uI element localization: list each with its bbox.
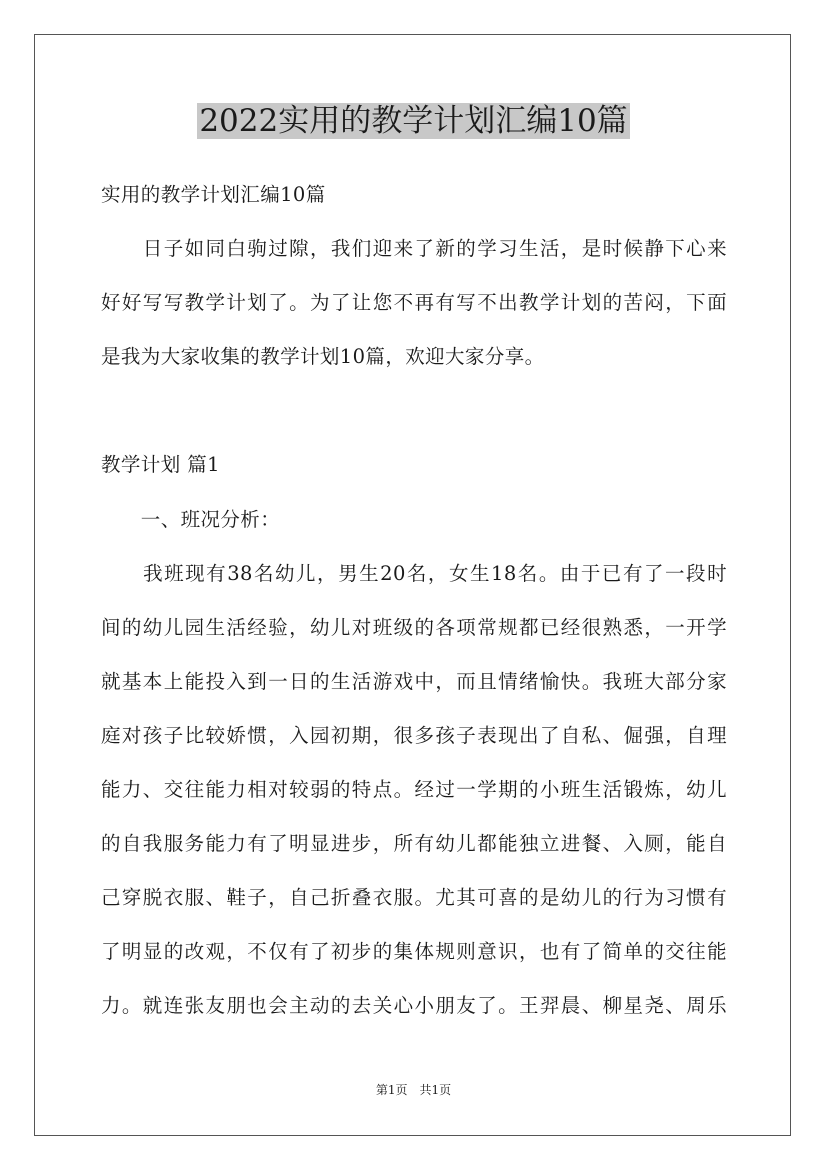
document-title <box>0 98 827 144</box>
body-line-1: 我班现有38名幼儿，男生20名，女生18名。由于已有了一段时 <box>101 562 727 585</box>
body-line-5: 能力、交往能力相对较弱的特点。经过一学期的小班生活锻炼，幼儿 <box>101 778 727 801</box>
body-line-2: 间的幼儿园生活经验，幼儿对班级的各项常规都已经很熟悉，一开学 <box>101 616 727 639</box>
intro-line-3: 是我为大家收集的教学计划10篇，欢迎大家分享。 <box>101 345 545 368</box>
document-title-text: 2022实用的教学计划汇编10篇 <box>199 103 628 139</box>
page-footer: 第1页 共1页 <box>375 1083 452 1097</box>
body-line-7: 己穿脱衣服、鞋子，自己折叠衣服。尤其可喜的是幼儿的行为习惯有 <box>101 886 727 909</box>
body-line-3: 就基本上能投入到一日的生活游戏中，而且情绪愉快。我班大部分家 <box>101 670 727 693</box>
body-line-6: 的自我服务能力有了明显进步，所有幼儿都能独立进餐、入厕，能自 <box>101 832 727 855</box>
intro-line-1: 日子如同白驹过隙，我们迎来了新的学习生活，是时候静下心来 <box>101 237 727 260</box>
intro-line-2: 好好写写教学计划了。为了让您不再有写不出教学计划的苦闷，下面 <box>101 291 727 314</box>
document-subtitle: 实用的教学计划汇编10篇 <box>101 183 326 206</box>
body-line-8: 了明显的改观，不仅有了初步的集体规则意识，也有了简单的交往能 <box>101 940 727 963</box>
subsection-heading: 一、班况分析： <box>101 508 281 531</box>
body-line-9: 力。就连张友朋也会主动的去关心小朋友了。王羿晨、柳星尧、周乐 <box>101 994 727 1017</box>
section-heading: 教学计划 篇1 <box>101 453 220 476</box>
body-line-4: 庭对孩子比较娇惯，入园初期，很多孩子表现出了自私、倔强，自理 <box>101 724 727 747</box>
